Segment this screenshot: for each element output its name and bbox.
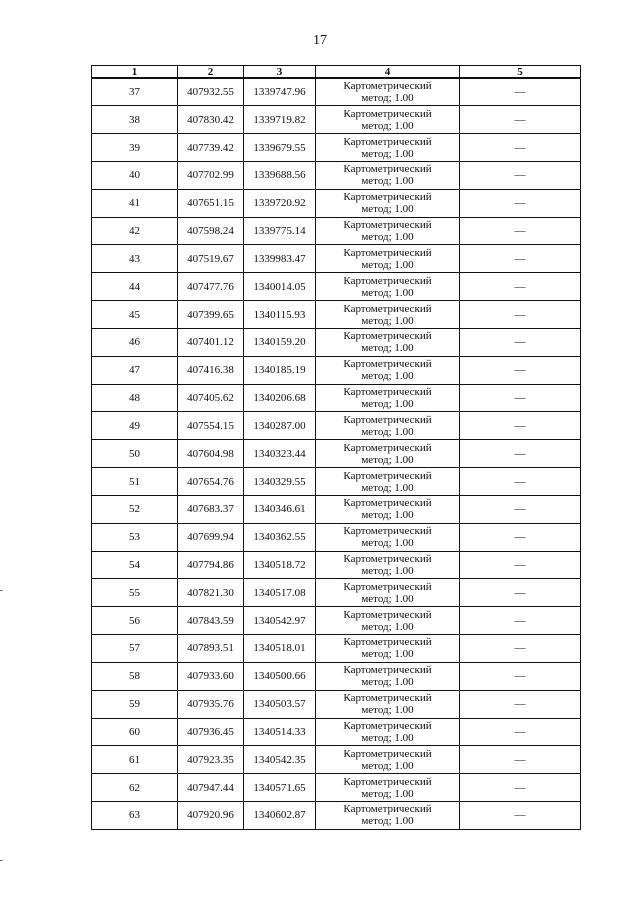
table-row xyxy=(92,635,581,663)
point-number-cell: 39 xyxy=(92,134,178,162)
column-5-cell: — xyxy=(460,384,581,412)
point-number-cell: 47 xyxy=(92,356,178,384)
x-coordinate-cell: 407935.76 xyxy=(178,690,244,718)
point-number-cell: 62 xyxy=(92,774,178,802)
method-line-1: Картометрический xyxy=(343,497,432,510)
column-5-cell: — xyxy=(460,523,581,551)
point-number-cell: 61 xyxy=(92,746,178,774)
y-coordinate-cell: 1339679.55 xyxy=(244,134,316,162)
table-row xyxy=(92,384,581,412)
x-coordinate-cell: 407936.45 xyxy=(178,718,244,746)
point-number-cell: 56 xyxy=(92,607,178,635)
method-line-1: Картометрический xyxy=(343,608,432,621)
table-row xyxy=(92,106,581,134)
y-coordinate-cell: 1340517.08 xyxy=(244,579,316,607)
y-coordinate-cell: 1340323.44 xyxy=(244,440,316,468)
point-number-cell: 63 xyxy=(92,802,178,830)
y-coordinate-cell: 1339747.96 xyxy=(244,78,316,106)
point-number-cell: 43 xyxy=(92,245,178,273)
column-5-cell: — xyxy=(460,746,581,774)
y-coordinate-cell: 1340362.55 xyxy=(244,523,316,551)
method-line-1: Картометрический xyxy=(343,441,432,454)
x-coordinate-cell: 407604.98 xyxy=(178,440,244,468)
method-line-2: метод; 1.00 xyxy=(361,620,414,633)
x-coordinate-cell: 407821.30 xyxy=(178,579,244,607)
table-row xyxy=(92,690,581,718)
column-5-cell: — xyxy=(460,662,581,690)
method-line-2: метод; 1.00 xyxy=(361,759,414,772)
column-5-cell: — xyxy=(460,106,581,134)
x-coordinate-cell: 407654.76 xyxy=(178,468,244,496)
table-row xyxy=(92,356,581,384)
point-number-cell: 46 xyxy=(92,328,178,356)
method-line-2: метод; 1.00 xyxy=(361,648,414,661)
method-line-1: Картометрический xyxy=(343,302,432,315)
column-header: 1 xyxy=(92,66,178,79)
column-5-cell: — xyxy=(460,328,581,356)
method-cell xyxy=(316,217,460,245)
method-cell xyxy=(316,78,460,106)
point-number-cell: 37 xyxy=(92,78,178,106)
x-coordinate-cell: 407920.96 xyxy=(178,802,244,830)
method-cell xyxy=(316,718,460,746)
method-line-2: метод; 1.00 xyxy=(361,231,414,244)
column-5-cell: — xyxy=(460,189,581,217)
method-line-2: метод; 1.00 xyxy=(361,704,414,717)
x-coordinate-cell: 407598.24 xyxy=(178,217,244,245)
column-5-cell: — xyxy=(460,78,581,106)
table-row xyxy=(92,746,581,774)
column-5-cell: — xyxy=(460,245,581,273)
x-coordinate-cell: 407932.55 xyxy=(178,78,244,106)
method-line-2: метод; 1.00 xyxy=(361,398,414,411)
y-coordinate-cell: 1340542.97 xyxy=(244,607,316,635)
method-line-2: метод; 1.00 xyxy=(361,537,414,550)
method-cell xyxy=(316,189,460,217)
x-coordinate-cell: 407399.65 xyxy=(178,301,244,329)
table-header-row xyxy=(92,66,581,79)
method-line-1: Картометрический xyxy=(343,413,432,426)
x-coordinate-cell: 407702.99 xyxy=(178,161,244,189)
table-row xyxy=(92,301,581,329)
column-5-cell: — xyxy=(460,217,581,245)
y-coordinate-cell: 1340500.66 xyxy=(244,662,316,690)
column-5-cell: — xyxy=(460,468,581,496)
table-row xyxy=(92,78,581,106)
method-cell xyxy=(316,412,460,440)
y-coordinate-cell: 1340287.00 xyxy=(244,412,316,440)
column-5-cell: — xyxy=(460,774,581,802)
y-coordinate-cell: 1340346.61 xyxy=(244,495,316,523)
y-coordinate-cell: 1339983.47 xyxy=(244,245,316,273)
column-5-cell: — xyxy=(460,134,581,162)
x-coordinate-cell: 407554.15 xyxy=(178,412,244,440)
y-coordinate-cell: 1339688.56 xyxy=(244,161,316,189)
method-line-2: метод; 1.00 xyxy=(361,815,414,828)
column-header: 2 xyxy=(178,66,244,79)
point-number-cell: 55 xyxy=(92,579,178,607)
table-row xyxy=(92,468,581,496)
method-line-2: метод; 1.00 xyxy=(361,564,414,577)
x-coordinate-cell: 407683.37 xyxy=(178,495,244,523)
method-cell xyxy=(316,690,460,718)
column-5-cell: — xyxy=(460,579,581,607)
method-cell xyxy=(316,356,460,384)
x-coordinate-cell: 407923.35 xyxy=(178,746,244,774)
method-line-2: метод; 1.00 xyxy=(361,342,414,355)
method-cell xyxy=(316,384,460,412)
method-cell xyxy=(316,468,460,496)
method-cell xyxy=(316,607,460,635)
column-5-cell: — xyxy=(460,301,581,329)
method-line-2: метод; 1.00 xyxy=(361,286,414,299)
method-line-1: Картометрический xyxy=(343,692,432,705)
method-line-2: метод; 1.00 xyxy=(361,425,414,438)
point-number-cell: 49 xyxy=(92,412,178,440)
method-line-1: Картометрический xyxy=(343,163,432,176)
y-coordinate-cell: 1339719.82 xyxy=(244,106,316,134)
column-5-cell: — xyxy=(460,551,581,579)
method-line-1: Картометрический xyxy=(343,246,432,259)
method-line-2: метод; 1.00 xyxy=(361,592,414,605)
point-number-cell: 42 xyxy=(92,217,178,245)
method-cell xyxy=(316,440,460,468)
y-coordinate-cell: 1339720.92 xyxy=(244,189,316,217)
method-cell xyxy=(316,802,460,830)
scan-edge-mark xyxy=(0,860,3,861)
method-line-2: метод; 1.00 xyxy=(361,92,414,105)
point-number-cell: 50 xyxy=(92,440,178,468)
table-row xyxy=(92,161,581,189)
method-line-2: метод; 1.00 xyxy=(361,731,414,744)
method-line-2: метод; 1.00 xyxy=(361,787,414,800)
x-coordinate-cell: 407739.42 xyxy=(178,134,244,162)
y-coordinate-cell: 1340206.68 xyxy=(244,384,316,412)
table-row xyxy=(92,607,581,635)
method-line-1: Картометрический xyxy=(343,747,432,760)
y-coordinate-cell: 1340159.20 xyxy=(244,328,316,356)
table-row xyxy=(92,440,581,468)
method-line-1: Картометрический xyxy=(343,775,432,788)
table-row xyxy=(92,495,581,523)
method-cell xyxy=(316,662,460,690)
column-5-cell: — xyxy=(460,690,581,718)
table-row xyxy=(92,134,581,162)
method-line-1: Картометрический xyxy=(343,636,432,649)
table-row xyxy=(92,551,581,579)
y-coordinate-cell: 1340602.87 xyxy=(244,802,316,830)
y-coordinate-cell: 1340571.65 xyxy=(244,774,316,802)
method-line-1: Картометрический xyxy=(343,803,432,816)
method-line-2: метод; 1.00 xyxy=(361,370,414,383)
method-line-1: Картометрический xyxy=(343,469,432,482)
y-coordinate-cell: 1340514.33 xyxy=(244,718,316,746)
method-cell xyxy=(316,273,460,301)
point-number-cell: 44 xyxy=(92,273,178,301)
method-line-2: метод; 1.00 xyxy=(361,147,414,160)
coordinates-table xyxy=(91,65,581,830)
x-coordinate-cell: 407947.44 xyxy=(178,774,244,802)
y-coordinate-cell: 1340518.01 xyxy=(244,635,316,663)
method-line-1: Картометрический xyxy=(343,552,432,565)
table-row xyxy=(92,718,581,746)
method-line-2: метод; 1.00 xyxy=(361,509,414,522)
method-line-2: метод; 1.00 xyxy=(361,314,414,327)
point-number-cell: 54 xyxy=(92,551,178,579)
x-coordinate-cell: 407893.51 xyxy=(178,635,244,663)
method-cell xyxy=(316,551,460,579)
point-number-cell: 53 xyxy=(92,523,178,551)
point-number-cell: 40 xyxy=(92,161,178,189)
column-5-cell: — xyxy=(460,161,581,189)
method-cell xyxy=(316,161,460,189)
y-coordinate-cell: 1340329.55 xyxy=(244,468,316,496)
method-cell xyxy=(316,301,460,329)
table-row xyxy=(92,523,581,551)
point-number-cell: 59 xyxy=(92,690,178,718)
y-coordinate-cell: 1340503.57 xyxy=(244,690,316,718)
method-line-1: Картометрический xyxy=(343,135,432,148)
y-coordinate-cell: 1340542.35 xyxy=(244,746,316,774)
x-coordinate-cell: 407933.60 xyxy=(178,662,244,690)
table-row xyxy=(92,189,581,217)
method-cell xyxy=(316,579,460,607)
method-line-2: метод; 1.00 xyxy=(361,258,414,271)
x-coordinate-cell: 407843.59 xyxy=(178,607,244,635)
x-coordinate-cell: 407830.42 xyxy=(178,106,244,134)
point-number-cell: 60 xyxy=(92,718,178,746)
table-row xyxy=(92,774,581,802)
table-row xyxy=(92,328,581,356)
column-5-cell: — xyxy=(460,273,581,301)
y-coordinate-cell: 1340185.19 xyxy=(244,356,316,384)
x-coordinate-cell: 407401.12 xyxy=(178,328,244,356)
column-5-cell: — xyxy=(460,718,581,746)
table-row xyxy=(92,802,581,830)
point-number-cell: 58 xyxy=(92,662,178,690)
column-header: 5 xyxy=(460,66,581,79)
column-5-cell: — xyxy=(460,440,581,468)
table-row xyxy=(92,579,581,607)
table-row xyxy=(92,217,581,245)
column-5-cell: — xyxy=(460,495,581,523)
column-header: 4 xyxy=(316,66,460,79)
x-coordinate-cell: 407416.38 xyxy=(178,356,244,384)
table-row xyxy=(92,273,581,301)
column-5-cell: — xyxy=(460,802,581,830)
method-line-2: метод; 1.00 xyxy=(361,676,414,689)
point-number-cell: 57 xyxy=(92,635,178,663)
method-line-1: Картометрический xyxy=(343,274,432,287)
column-5-cell: — xyxy=(460,607,581,635)
method-line-2: метод; 1.00 xyxy=(361,119,414,132)
x-coordinate-cell: 407794.86 xyxy=(178,551,244,579)
point-number-cell: 38 xyxy=(92,106,178,134)
method-line-1: Картометрический xyxy=(343,358,432,371)
x-coordinate-cell: 407651.15 xyxy=(178,189,244,217)
table-row xyxy=(92,412,581,440)
point-number-cell: 51 xyxy=(92,468,178,496)
point-number-cell: 48 xyxy=(92,384,178,412)
point-number-cell: 41 xyxy=(92,189,178,217)
method-line-1: Картометрический xyxy=(343,80,432,93)
method-cell xyxy=(316,746,460,774)
method-line-1: Картометрический xyxy=(343,107,432,120)
method-line-1: Картометрический xyxy=(343,719,432,732)
point-number-cell: 52 xyxy=(92,495,178,523)
y-coordinate-cell: 1339775.14 xyxy=(244,217,316,245)
method-cell xyxy=(316,495,460,523)
method-line-2: метод; 1.00 xyxy=(361,481,414,494)
method-line-1: Картометрический xyxy=(343,191,432,204)
page-number: 17 xyxy=(313,33,327,48)
column-5-cell: — xyxy=(460,412,581,440)
method-line-2: метод; 1.00 xyxy=(361,175,414,188)
method-line-1: Картометрический xyxy=(343,580,432,593)
method-cell xyxy=(316,245,460,273)
scan-edge-mark xyxy=(0,590,3,591)
x-coordinate-cell: 407519.67 xyxy=(178,245,244,273)
x-coordinate-cell: 407405.62 xyxy=(178,384,244,412)
table-row xyxy=(92,662,581,690)
method-cell xyxy=(316,106,460,134)
point-number-cell: 45 xyxy=(92,301,178,329)
method-line-1: Картометрический xyxy=(343,219,432,232)
method-cell xyxy=(316,328,460,356)
method-line-2: метод; 1.00 xyxy=(361,203,414,216)
method-cell xyxy=(316,134,460,162)
method-cell xyxy=(316,635,460,663)
method-line-2: метод; 1.00 xyxy=(361,453,414,466)
method-line-1: Картометрический xyxy=(343,330,432,343)
method-line-1: Картометрический xyxy=(343,386,432,399)
method-line-1: Картометрический xyxy=(343,664,432,677)
table-row xyxy=(92,245,581,273)
method-line-1: Картометрический xyxy=(343,525,432,538)
y-coordinate-cell: 1340115.93 xyxy=(244,301,316,329)
column-header: 3 xyxy=(244,66,316,79)
x-coordinate-cell: 407477.76 xyxy=(178,273,244,301)
y-coordinate-cell: 1340014.05 xyxy=(244,273,316,301)
x-coordinate-cell: 407699.94 xyxy=(178,523,244,551)
y-coordinate-cell: 1340518.72 xyxy=(244,551,316,579)
column-5-cell: — xyxy=(460,635,581,663)
method-cell xyxy=(316,523,460,551)
column-5-cell: — xyxy=(460,356,581,384)
method-cell xyxy=(316,774,460,802)
